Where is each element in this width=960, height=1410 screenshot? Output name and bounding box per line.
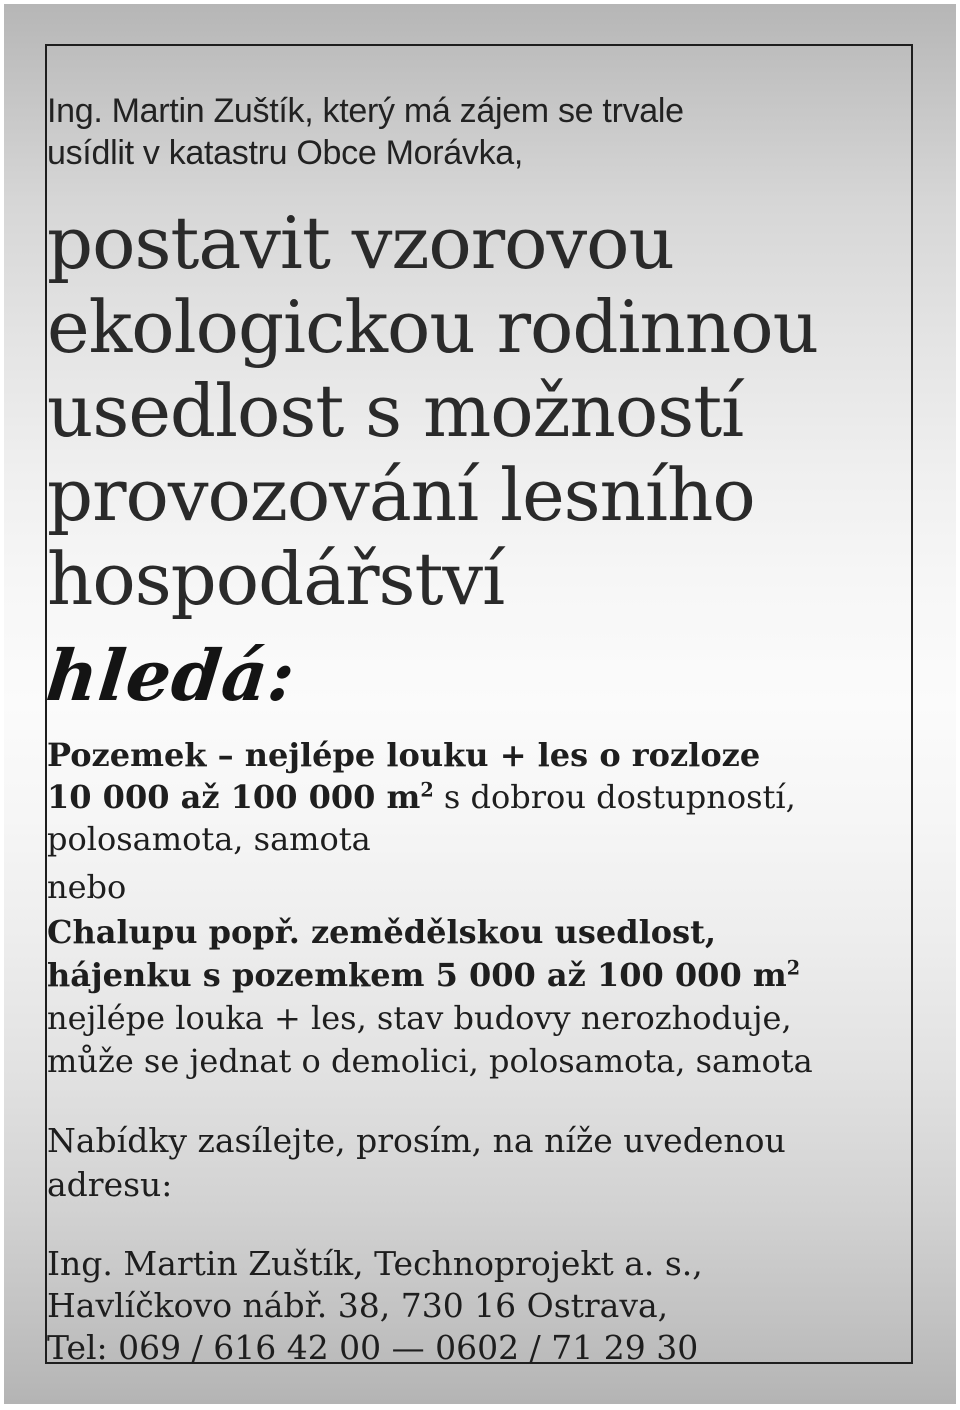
area-unit-exponent-2: 2: [786, 956, 801, 980]
option-cottage-line-2-text: hájenku s pozemkem 5 000 až 100 000 m: [47, 956, 787, 994]
option-cottage-line-1: Chalupu popř. zemědělskou usedlost,: [47, 913, 716, 951]
address-line-2: Havlíčkovo nábř. 38, 730 16 Ostrava,: [47, 1286, 669, 1325]
accessibility-text: s dobrou dostupností,: [433, 778, 796, 816]
option-cottage-line-3: nejlépe louka + les, stav budovy nerozhoduje,: [47, 999, 792, 1037]
headline-line-2: ekologickou rodinnou: [47, 285, 818, 369]
offers-line-2: adresu:: [47, 1165, 173, 1204]
area-range: 10 000 až 100 000 m: [47, 778, 421, 816]
headline-line-5: hospodářství: [47, 537, 505, 621]
intro-line-2: usídlit v katastru Obce Morávka,: [47, 134, 524, 172]
phone-line: Tel: 069 / 616 42 00 — 0602 / 71 29 30: [47, 1328, 699, 1367]
offers-line-1: Nabídky zasílejte, prosím, na níže uvedenou: [47, 1121, 786, 1160]
intro-text: [47, 90, 911, 174]
hleda-heading: hledá:: [42, 634, 300, 717]
advertisement: [4, 4, 956, 1404]
nebo-separator: nebo: [47, 868, 127, 906]
option-cottage: [47, 911, 911, 1083]
option-land: [47, 734, 911, 860]
offers-text: [47, 1119, 911, 1207]
area-unit-exponent: 2: [420, 778, 434, 802]
address-line-1: Ing. Martin Zuštík, Technoprojekt a. s.,: [47, 1244, 703, 1283]
option-land-line-3: polosamota, samota: [47, 820, 371, 858]
intro-line-1: Ing. Martin Zuštík, který má zájem se trvale: [47, 92, 684, 130]
contact-address: [47, 1243, 911, 1369]
option-cottage-line-2: [47, 954, 911, 997]
headline-line-1: postavit vzorovou: [47, 201, 674, 285]
option-cottage-line-4: může se jednat o demolici, polosamota, samota: [47, 1042, 813, 1080]
option-land-line-2: [47, 776, 911, 818]
headline-line-3: usedlost s možností: [47, 369, 744, 453]
headline-line-4: provozování lesního: [47, 453, 755, 537]
option-land-line-1: Pozemek – nejlépe louku + les o rozloze: [47, 736, 761, 774]
headline: [47, 201, 911, 621]
advertisement-frame: [42, 44, 913, 1367]
